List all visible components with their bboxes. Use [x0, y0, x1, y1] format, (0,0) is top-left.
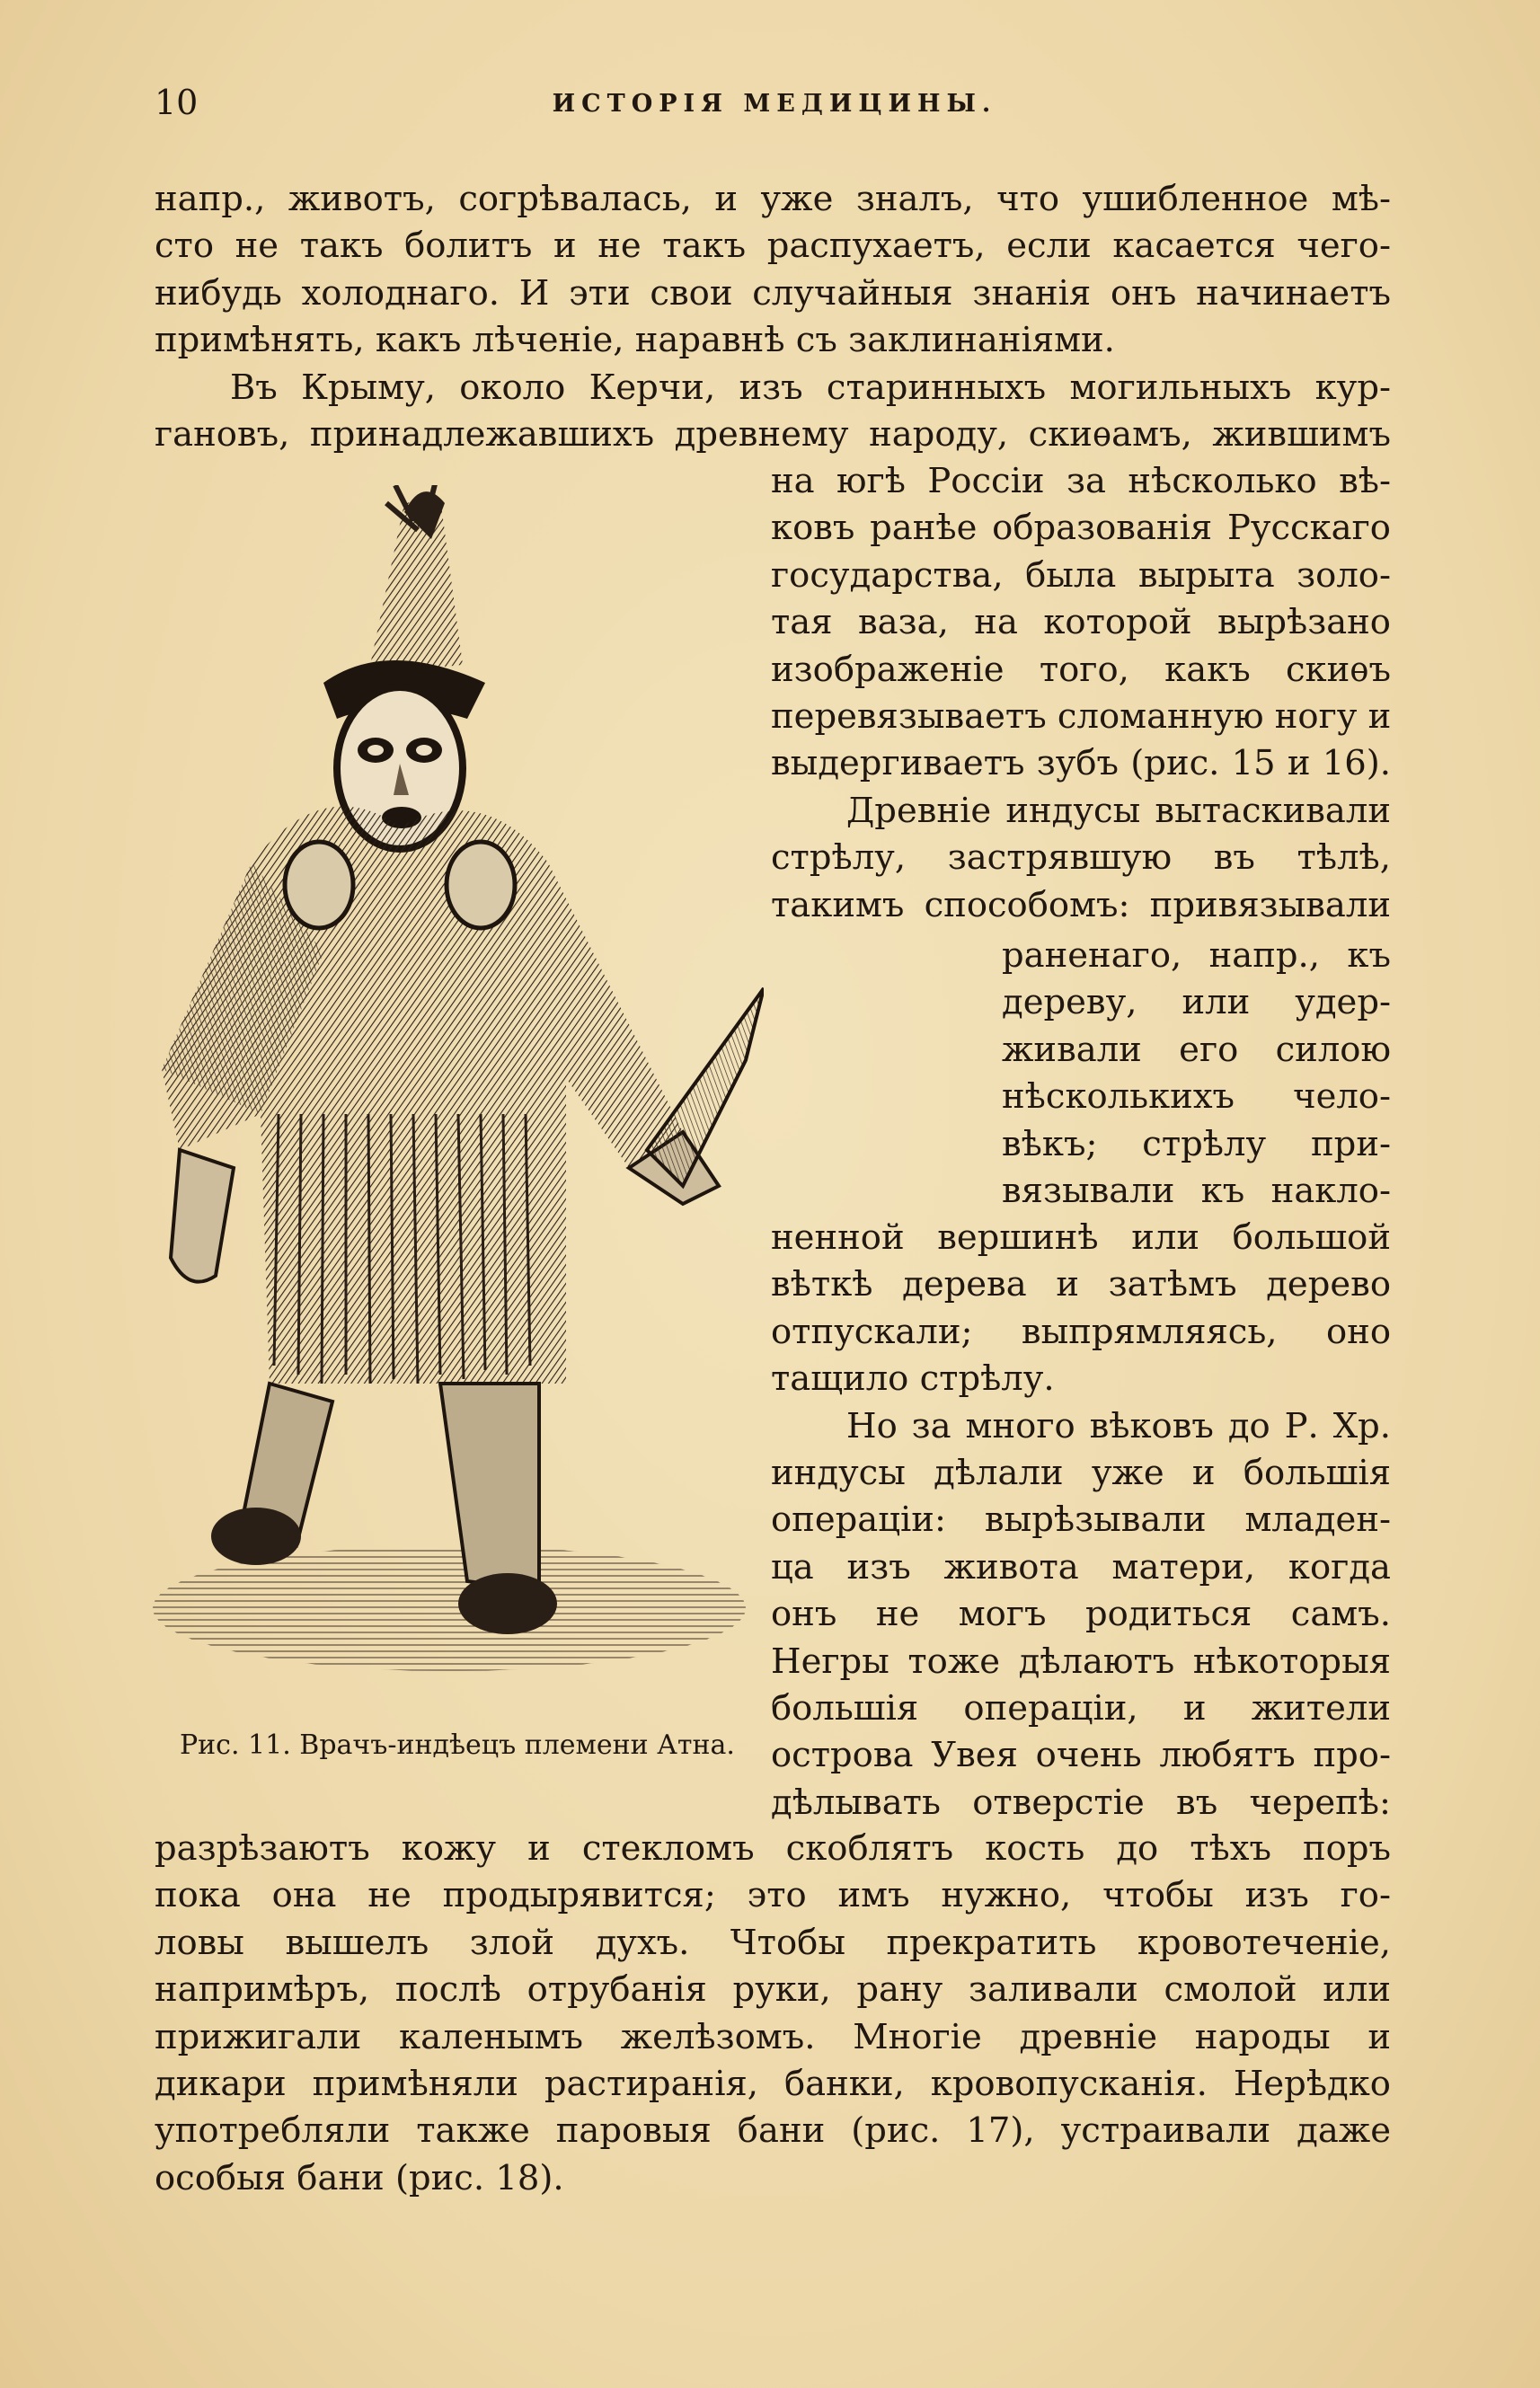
text-line: выдергиваетъ зубъ (рис. 15 и 16).	[771, 743, 1391, 784]
text-line: острова Увея очень любятъ про-	[771, 1735, 1391, 1776]
text-line: отпускали; выпрямляясь, оно	[771, 1311, 1391, 1352]
text-line: прижигали каленымъ желѣзомъ. Многіе древніе народы и	[155, 2016, 1391, 2057]
text-line: онъ не могъ родиться самъ.	[771, 1594, 1391, 1635]
text-line: такимъ способомъ: привязывали	[771, 884, 1391, 925]
running-title: ИСТОРІЯ МЕДИЦИНЫ.	[552, 90, 997, 118]
text-line: пока она не продырявится; это имъ нужно, чтобы изъ го-	[155, 1875, 1391, 1916]
text-line: ловы вышелъ злой духъ. Чтобы прекратить кровотеченіе,	[155, 1922, 1391, 1963]
text-line: нибудь холоднаго. И эти свои случайныя знанія онъ начинаетъ	[155, 272, 1391, 314]
text-line: примѣнять, какъ лѣченіе, наравнѣ съ заклинаніями.	[155, 320, 1115, 361]
text-line: тая ваза, на которой вырѣзано	[771, 602, 1391, 643]
text-line: на югѣ Россіи за нѣсколько вѣ-	[771, 461, 1391, 501]
text-line: нѣсколькихъ чело-	[1002, 1076, 1391, 1118]
text-line: большія операціи, и жители	[771, 1687, 1391, 1729]
text-line: Древніе индусы вытаскивали	[846, 790, 1391, 831]
text-line: напр., животъ, согрѣвалась, и уже зналъ, что ушибленное мѣ-	[155, 179, 1391, 219]
page-number: 10	[155, 83, 199, 122]
text-line: дѣлывать отверстіе въ черепѣ:	[771, 1782, 1391, 1823]
text-line: сто не такъ болитъ и не такъ распухаетъ, если касается чего-	[155, 226, 1391, 267]
text-line: Но за много вѣковъ до Р. Хр.	[846, 1405, 1391, 1446]
text-line: государства, была вырыта золо-	[771, 554, 1391, 596]
text-line: Негры тоже дѣлаютъ нѣкоторыя	[771, 1641, 1391, 1682]
text-block-top	[155, 176, 1391, 458]
text-block-bottom	[155, 1826, 1391, 2202]
text-line: вѣткѣ дерева и затѣмъ дерево	[771, 1264, 1391, 1305]
text-line: операціи: вырѣзывали младен-	[771, 1499, 1391, 1541]
text-line: разрѣзаютъ кожу и стекломъ скоблятъ кость до тѣхъ поръ	[155, 1828, 1391, 1869]
text-line: изображеніе того, какъ скиѳъ	[771, 649, 1391, 690]
text-line: употребляли также паровыя бани (рис. 17), устраивали даже	[155, 2110, 1391, 2152]
text-line: живали его силою	[1002, 1029, 1391, 1070]
shaman-engraving	[144, 485, 764, 1689]
text-line: тащило стрѣлу.	[771, 1358, 1055, 1400]
text-line: дикари примѣняли растиранія, банки, кровопусканія. Нерѣдко	[155, 2063, 1391, 2104]
shaman-illustration	[144, 485, 764, 1689]
text-line: дереву, или удер-	[1002, 982, 1391, 1023]
text-line: раненаго, напр., къ	[1002, 935, 1391, 976]
text-line: вязывали къ накло-	[1002, 1170, 1391, 1211]
text-line: особыя бани (рис. 18).	[155, 2157, 564, 2198]
text-block-right-narrow	[1002, 933, 1391, 1215]
text-line: перевязываетъ сломанную ногу и	[771, 695, 1391, 737]
text-block-right-upper	[771, 458, 1391, 929]
text-line: гановъ, принадлежавшихъ древнему народу, скиѳамъ, жившимъ	[155, 413, 1391, 455]
text-line: напримѣръ, послѣ отрубанія руки, рану заливали смолой или	[155, 1969, 1391, 2011]
text-line: ненной вершинѣ или большой	[771, 1217, 1391, 1258]
running-header	[155, 83, 1394, 128]
text-block-right-lower	[771, 1215, 1391, 1826]
text-line: Въ Крыму, около Керчи, изъ старинныхъ могильныхъ кур-	[230, 367, 1391, 408]
figure-caption: Рис. 11. Врачъ-индѣецъ племени Атна.	[180, 1729, 735, 1761]
text-line: ковъ ранѣе образованія Русскаго	[771, 508, 1391, 549]
text-line: вѣкъ; стрѣлу при-	[1002, 1123, 1391, 1164]
text-line: стрѣлу, застрявшую въ тѣлѣ,	[771, 837, 1391, 879]
text-line: ца изъ живота матери, когда	[771, 1546, 1391, 1588]
text-line: индусы дѣлали уже и большія	[771, 1452, 1391, 1493]
